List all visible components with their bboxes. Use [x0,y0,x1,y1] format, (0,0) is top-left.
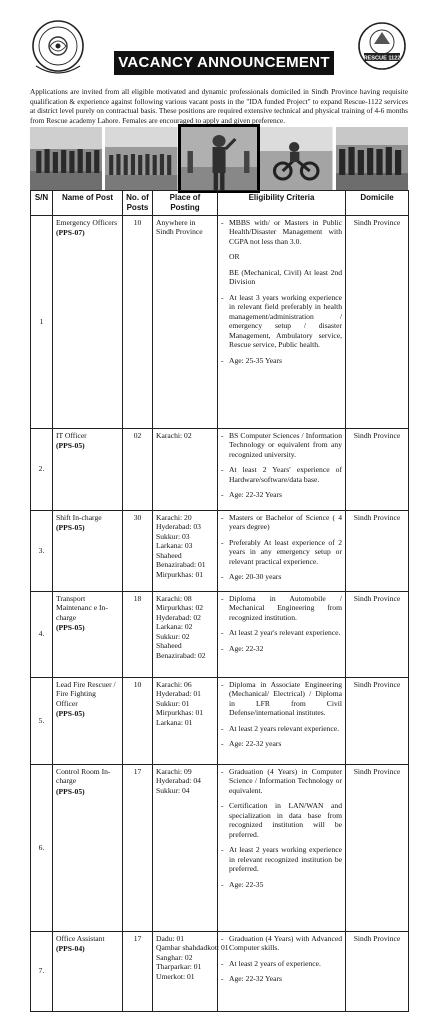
criteria-item: - Age: 22-35 [221,880,342,890]
posting-location: Anywhere in Sindh Province [156,217,203,237]
post-title: Office Assistant [56,933,105,943]
posting-location: Sukkur: 02 [156,631,190,641]
photo-rescue-team-line [336,127,408,190]
posting-location: Sanghar: 02 [156,952,193,962]
cell-no-of-posts: 30 [123,510,153,591]
cell-eligibility-criteria [218,931,346,1011]
post-title: Shift In-charge [56,512,102,522]
criteria-item: - At least 2 years of experience. [221,959,342,969]
criteria-item: - Certification in LAN/WAN and specialization in data base from recognized institution will be preferred. [221,801,342,839]
photo-officer-saluting [181,127,257,190]
cell-post-name [53,215,123,428]
cell-post-name [53,591,123,677]
criteria-item: - At least 2 years relevant experience. [221,724,342,734]
sindh-government-logo-icon [30,18,86,78]
cell-eligibility-criteria [218,428,346,510]
criteria-item: - Age: 22-32 years [221,739,342,749]
posting-location: Mirpurkhas: 02 [156,603,204,613]
post-grade: (PPS-05) [56,523,85,533]
cell-sn: 3. [31,510,53,591]
vacancy-table [30,190,409,1012]
photo-parade-formation [105,127,177,190]
posting-location: Mirpurkhas: 01 [156,569,204,579]
criteria-item: BE (Mechanical, Civil) At least 2nd Division [229,267,342,287]
cell-domicile: Sindh Province [346,510,409,591]
criteria-item: - Age: 22-32 Years [221,490,342,500]
posting-location: Sukkur: 01 [156,698,190,708]
criteria-item: - Graduation (4 Years) with Advanced Computer skills. [221,934,342,953]
post-grade: (PPS-05) [56,709,85,719]
cell-sn: 5. [31,677,53,764]
cell-post-name [53,931,123,1011]
criteria-list [221,767,342,890]
table-row [31,764,409,931]
post-grade: (PPS-05) [56,786,85,796]
cell-place-of-posting [153,215,218,428]
posting-location: Benazirabad: 01 [156,560,206,570]
criteria-item: - Age: 22-32 [221,644,342,654]
posting-location: Sukkur: 04 [156,785,190,795]
photo-strip [30,127,408,190]
criteria-item: - MBBS with/ or Masters in Public Health/Disaster Management with CGPA not less than 3.0. [221,218,342,247]
header-sn: S/N [31,191,53,216]
posting-location: Hyderabad: 03 [156,522,201,532]
table-body [31,215,409,1011]
posting-location: Benazirabad: 02 [156,650,206,660]
cell-sn: 7. [31,931,53,1011]
criteria-list [221,513,342,582]
criteria-list [221,680,342,749]
posting-location: Shaheed [156,550,182,560]
header-post: Name of Post [53,191,123,216]
cell-place-of-posting [153,677,218,764]
criteria-list [221,431,342,500]
cell-domicile: Sindh Province [346,215,409,428]
cell-place-of-posting [153,931,229,1011]
cell-domicile: Sindh Province [346,428,409,510]
cell-no-of-posts: 17 [123,931,153,1011]
cell-sn: 1 [31,215,53,428]
criteria-item: - At least 3 years working experience in relevant field preferably in health management/administration / emergency setup / disaster Management, Ambulatory service, Rescue service, Public health. [221,293,342,350]
header-domicile: Domicile [346,191,409,216]
criteria-item: - Masters or Bachelor of Science ( 4 years degree) [221,513,342,532]
cell-eligibility-criteria [218,510,346,591]
posting-location: Hyderabad: 01 [156,689,201,699]
cell-place-of-posting [153,428,218,510]
post-title: Transport Maintenanc e In-charge [56,593,108,622]
cell-place-of-posting [153,510,218,591]
criteria-item: - BS Computer Sciences / Information Technology or equivalent from any recognized university. [221,431,342,460]
posting-location: Hyderabad: 04 [156,776,201,786]
post-title: Emergency Officers [56,217,118,227]
criteria-list [221,934,342,984]
cell-no-of-posts: 02 [123,428,153,510]
posting-location: Umerkot: 01 [156,971,195,981]
cell-sn: 6. [31,764,53,931]
rescue-1122-logo-icon [356,20,408,76]
table-row [31,931,409,1011]
posting-location: Shaheed [156,641,182,651]
cell-no-of-posts: 18 [123,591,153,677]
post-grade: (PPS-04) [56,944,85,954]
cell-eligibility-criteria [218,215,346,428]
criteria-item: OR [229,252,240,262]
posting-location: Qambar shahdadkot: 01 [156,943,229,953]
cell-no-of-posts: 10 [123,677,153,764]
criteria-item: - Diploma in Associate Engineering (Mechanical/ Electrical) / Diploma in LFR from Civil Defense/international institutes. [221,680,342,718]
table-row [31,591,409,677]
table-row [31,510,409,591]
criteria-item: - At least 2 Years' experience of Hardware/software/data base. [221,465,342,484]
posting-location: Karachi: 08 [156,593,192,603]
criteria-item: - At least 2 year's relevant experience. [221,628,342,638]
posting-location: Larkana: 03 [156,541,193,551]
rescue-logo-text: RESCUE 1122 [363,55,401,62]
criteria-list [221,218,342,366]
posting-location: Sukkur: 03 [156,531,190,541]
photo-personnel-group [30,127,102,190]
criteria-item: - Diploma in Automobile / Mechanical Engineering from recognized institution. [221,594,342,623]
post-grade: (PPS-05) [56,441,85,451]
header [4,4,417,90]
criteria-item: - At least 2 years working experience in relevant recognized institution be preferred. [221,845,342,874]
cell-post-name [53,764,123,931]
table-row [31,677,409,764]
posting-location: Larkana: 01 [156,717,193,727]
posting-location: Hyderabad: 02 [156,612,201,622]
post-grade: (PPS-07) [56,228,85,238]
posting-location: Larkana: 02 [156,622,193,632]
cell-place-of-posting [153,764,218,931]
posting-location: Mirpurkhas: 01 [156,708,204,718]
intro-paragraph: Applications are invited from all eligible motivated and dynamic professionals domiciled in Sindh Province having requisite qualification & experience against following various vacant posts in the "IDA funded Project" to expand Rescue-1122 services at district level purely on contractual basis. These positions are required extensive technical and physical training of 4-6 months from Rescue academy Lahore. Females are encouraged to apply and given preference. [30,87,408,125]
post-title: IT Officer [56,430,87,440]
cell-sn: 4. [31,591,53,677]
table-row [31,428,409,510]
posting-location: Karachi: 09 [156,766,192,776]
cell-domicile: Sindh Province [346,591,409,677]
post-title: Lead Fire Rescuer / Fire Fighting Officer [56,679,116,708]
header-place-of-posting: Place of Posting [153,191,218,216]
cell-post-name [53,510,123,591]
criteria-item: - Age: 22-32 Years [221,974,342,984]
cell-place-of-posting [153,591,218,677]
post-grade: (PPS-05) [56,623,85,633]
cell-no-of-posts: 17 [123,764,153,931]
posting-location: Karachi: 06 [156,679,192,689]
cell-domicile: Sindh Province [346,764,409,931]
cell-domicile: Sindh Province [346,931,409,1011]
posting-location: Karachi: 02 [156,430,192,440]
posting-location: Karachi: 20 [156,512,192,522]
criteria-item: - Graduation (4 Years) in Computer Science / Information Technology or equivalent. [221,767,342,796]
cell-post-name [53,428,123,510]
page-title: VACANCY ANNOUNCEMENT [114,51,334,75]
cell-eligibility-criteria [218,591,346,677]
posting-location: Tharparkar: 01 [156,962,202,972]
table-row [31,215,409,428]
criteria-item: - Age: 20-30 years [221,572,342,582]
cell-no-of-posts: 10 [123,215,153,428]
cell-domicile: Sindh Province [346,677,409,764]
posting-location: Dadu: 01 [156,933,185,943]
criteria-list [221,594,342,654]
cell-sn: 2. [31,428,53,510]
header-eligibility-criteria: Eligibility Criteria [218,191,346,216]
cell-eligibility-criteria [218,677,346,764]
post-title: Control Room In-charge [56,766,111,786]
cell-eligibility-criteria [218,764,346,931]
cell-post-name [53,677,123,764]
criteria-item: - Age: 25-35 Years [221,356,342,366]
table-header-row [31,191,409,216]
header-no-of-posts: No. of Posts [123,191,153,216]
criteria-item: - Preferably At least experience of 2 years in any emergency setup or relevant practical experience. [221,538,342,567]
photo-motorbike-rescue [260,127,332,190]
